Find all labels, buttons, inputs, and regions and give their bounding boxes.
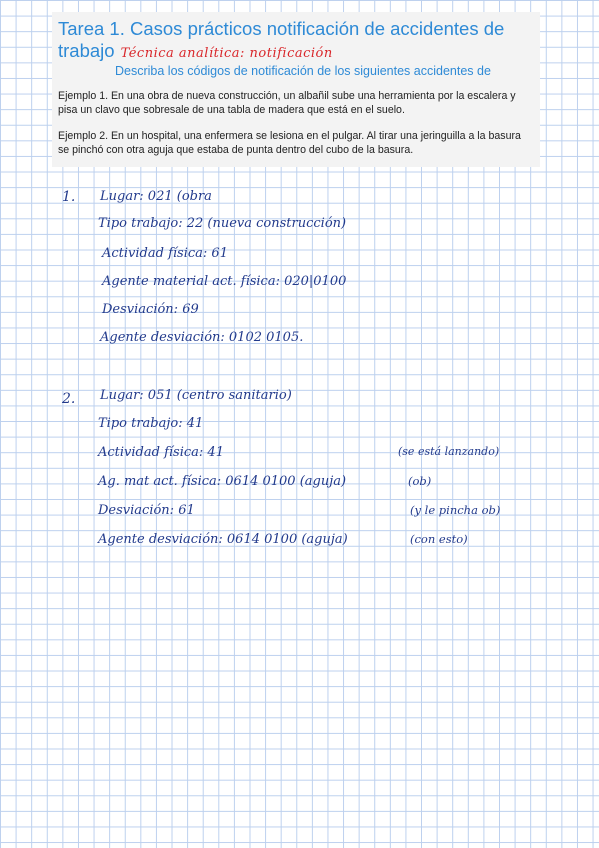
answer-1-number: 1. xyxy=(62,189,76,205)
answer-2-side-note: (ob) xyxy=(408,474,432,488)
answer-2-line: Lugar: 051 (centro sanitario) xyxy=(100,388,292,403)
answer-2-side-note: (y le pincha ob) xyxy=(410,503,501,517)
example-1-text: Ejemplo 1. En una obra de nueva construcción, un albañil sube una herramienta por la escalera y pisa un clavo que sobresale de una tabla de madera que está en el suelo. xyxy=(58,90,516,116)
handwritten-title-note: Técnica analítica: notificación xyxy=(120,46,333,61)
answer-2-line: Tipo trabajo: 41 xyxy=(98,416,204,431)
answer-2-side-note: (con esto) xyxy=(410,532,468,546)
answer-2-line: Agente desviación: 0614 0100 (aguja) xyxy=(98,532,348,547)
answer-1-line: Actividad física: 61 xyxy=(102,246,228,261)
answer-2-side-note: (se está lanzando) xyxy=(398,445,500,458)
answer-2-line: Desviación: 61 xyxy=(98,503,195,518)
title-line-1: Tarea 1. Casos prácticos notificación de accidentes de xyxy=(58,18,505,39)
title-line-2 xyxy=(58,40,528,65)
page-title xyxy=(58,18,528,65)
example-2-text: Ejemplo 2. En un hospital, una enfermera se lesiona en el pulgar. Al tirar una jeringuilla a la basura se pinchó con otra aguja que estaba de punta dentro del cubo de la basura. xyxy=(58,130,521,156)
title-line-2-text: trabajo xyxy=(58,40,115,61)
answer-1-line: Lugar: 021 (obra xyxy=(100,189,212,204)
instructions: Describa los códigos de notificación de los siguientes accidentes de xyxy=(115,64,491,78)
answer-2-line: Ag. mat act. física: 0614 0100 (aguja) xyxy=(98,474,347,489)
answer-1-line: Agente desviación: 0102 0105. xyxy=(100,330,304,345)
answer-1-line: Agente material act. física: 020|0100 xyxy=(102,274,347,289)
answer-2-number: 2. xyxy=(62,391,76,407)
answer-1-line: Desviación: 69 xyxy=(102,302,199,317)
answer-1-line: Tipo trabajo: 22 (nueva construcción) xyxy=(98,216,347,231)
answer-2-line: Actividad física: 41 xyxy=(98,445,224,460)
